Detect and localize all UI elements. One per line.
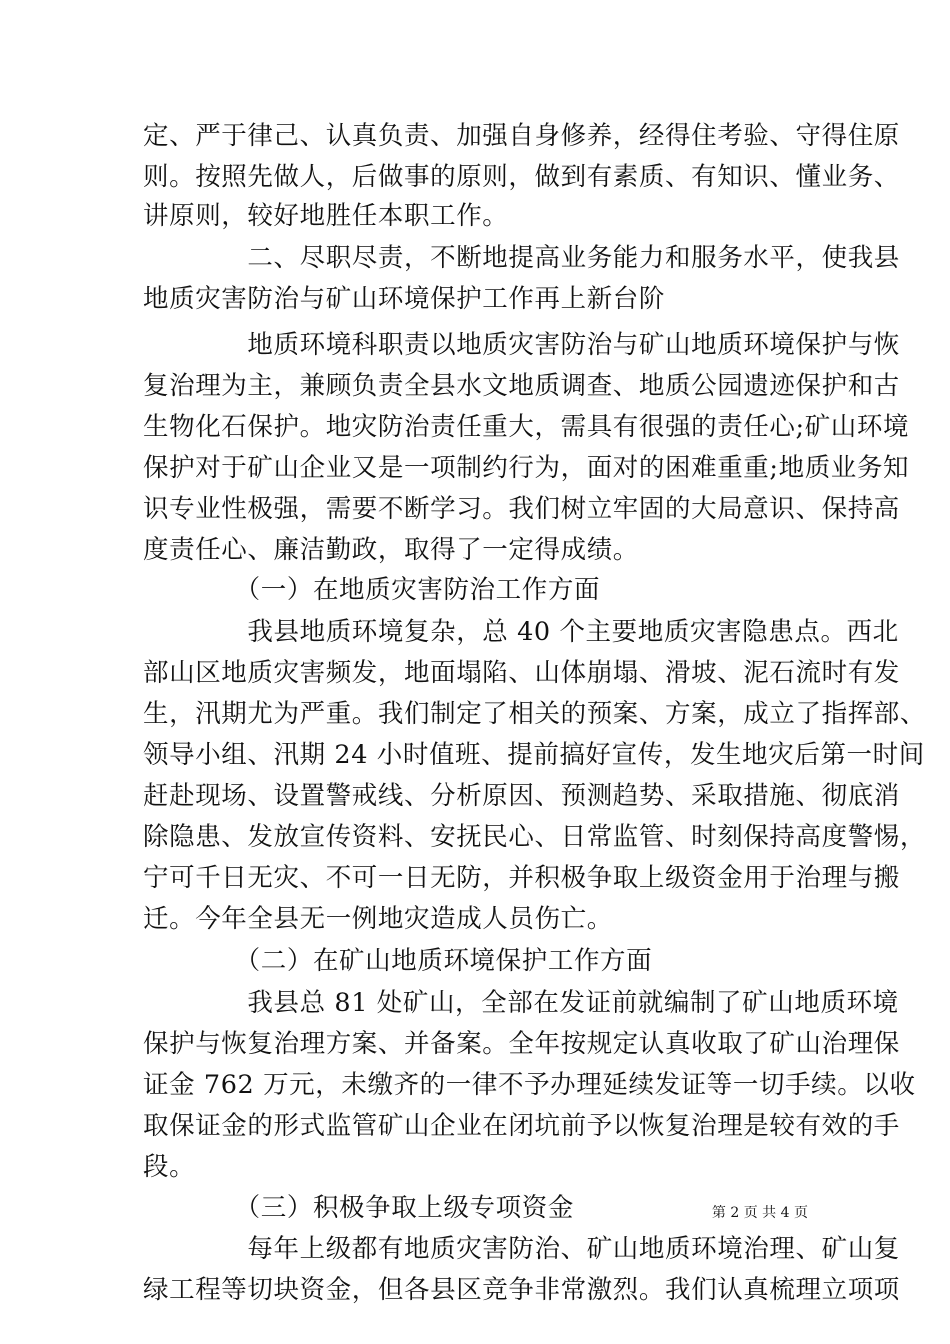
- subsection-heading: （三）积极争取上级专项资金: [143, 1193, 574, 1223]
- subsection-heading: （一）在地质灾害防治工作方面: [143, 575, 601, 605]
- text-line: 识专业性极强，需要不断学习。我们树立牢固的大局意识、保持高: [143, 494, 900, 524]
- page-number: 第 2 页 共 4 页: [711, 1205, 808, 1221]
- text-line: 段。: [143, 1152, 196, 1182]
- text-line: 讲原则，较好地胜任本职工作。: [143, 201, 509, 231]
- text-line: 度责任心、廉洁勤政，取得了一定得成绩。: [143, 535, 639, 565]
- text-line: 定、严于律己、认真负责、加强自身修养，经得住考验、守得住原: [143, 121, 900, 151]
- section-heading: 二、尽职尽责，不断地提高业务能力和服务水平，使我县: [143, 243, 900, 273]
- text-line: 领导小组、汛期 24 小时值班、提前搞好宣传，发生地灾后第一时间: [143, 740, 925, 770]
- text-line: 绿工程等切块资金，但各县区竞争非常激烈。我们认真梳理立项项: [143, 1275, 900, 1305]
- text-line: 除隐患、发放宣传资料、安抚民心、日常监管、时刻保持高度警惕，: [143, 822, 927, 852]
- text-line: 复治理为主，兼顾负责全县水文地质调查、地质公园遗迹保护和古: [143, 371, 900, 401]
- text-line: 生，汛期尤为严重。我们制定了相关的预案、方案，成立了指挥部、: [143, 699, 927, 729]
- text-line: 我县总 81 处矿山，全部在发证前就编制了矿山地质环境: [143, 988, 899, 1018]
- text-line: 地质环境科职责以地质灾害防治与矿山地质环境保护与恢: [143, 330, 900, 360]
- text-line: 每年上级都有地质灾害防治、矿山地质环境治理、矿山复: [143, 1234, 900, 1264]
- text-line: 证金 762 万元，未缴齐的一律不予办理延续发证等一切手续。以收: [143, 1070, 916, 1100]
- text-line: 保护与恢复治理方案、并备案。全年按规定认真收取了矿山治理保: [143, 1029, 900, 1059]
- text-line: 保护对于矿山企业又是一项制约行为，面对的困难重重;地质业务知: [143, 453, 910, 483]
- text-line: 宁可千日无灾、不可一日无防，并积极争取上级资金用于治理与搬: [143, 863, 900, 893]
- text-line: 赶赴现场、设置警戒线、分析原因、预测趋势、采取措施、彻底消: [143, 781, 900, 811]
- text-line: 则。按照先做人，后做事的原则，做到有素质、有知识、懂业务、: [143, 162, 900, 192]
- text-line: 我县地质环境复杂，总 40 个主要地质灾害隐患点。西北: [143, 617, 899, 647]
- subsection-heading: （二）在矿山地质环境保护工作方面: [143, 946, 653, 976]
- text-line: 生物化石保护。地灾防治责任重大，需具有很强的责任心;矿山环境: [143, 412, 910, 442]
- text-line: 迁。今年全县无一例地灾造成人员伤亡。: [143, 904, 613, 934]
- text-line: 取保证金的形式监管矿山企业在闭坑前予以恢复治理是较有效的手: [143, 1111, 900, 1141]
- text-line: 部山区地质灾害频发，地面塌陷、山体崩塌、滑坡、泥石流时有发: [143, 658, 900, 688]
- section-heading: 地质灾害防治与矿山环境保护工作再上新台阶: [143, 284, 666, 314]
